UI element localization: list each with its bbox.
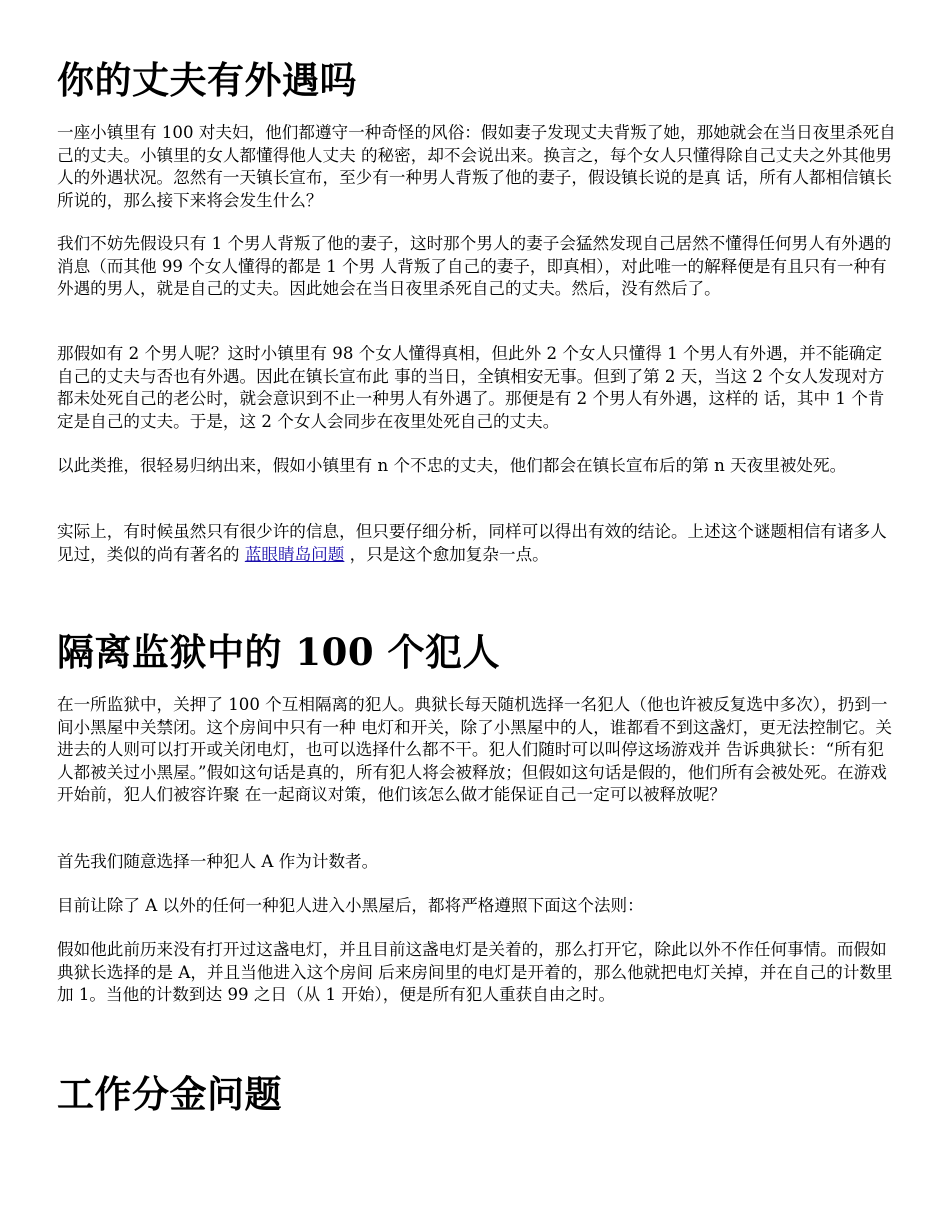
section-1-paragraph-1: 一座小镇里有 100 对夫妇，他们都遵守一种奇怪的风俗：假如妻子发现丈夫背叛了她，那她就会在当日夜里杀死自己的丈夫。小镇里的女人都懂得他人丈夫 的秘密，却不会说出来。换言之，每个女人只懂得除自己丈夫之外其他男人的外遇状况。忽然有一天镇长宣布，至少有一种男人背叛了他的妻子，假设镇长说的是真 话，所有人都相信镇长所说的，那么接下来将会发生什么？ [57,123,896,210]
closing-text-after: ，只是这个愈加复杂一点。 [344,544,549,564]
section-1-title: 你的丈夫有外遇吗 [57,58,357,102]
section-2-paragraph-4: 假如他此前历来没有打开过这盏电灯，并且目前这盏电灯是关着的，那么打开它，除此以外不作任何事情。而假如典狱长选择的是 A，并且当他进入这个房间 后来房间里的电灯是开着的，那么他就把电灯关掉，并在自己的计数里加 1。当他的计数到达 99 之日（从 1 开始），便是所有犯人重获自由之时。 [57,940,893,1005]
section-1-paragraph-4: 以此类推，很轻易归纳出来，假如小镇里有 n 个不忠的丈夫，他们都会在镇长宣布后的第 n 天夜里被处死。 [57,456,847,475]
section-1-closing-paragraph [57,521,897,566]
closing-text-before: 实际上，有时候虽然只有很少许的信息，但只要仔细分析，同样可以得出有效的结论。上述这个谜题相信有诸多人见过，类似的尚有著名的 [57,522,887,564]
section-2-paragraph-1: 在一所监狱中，关押了 100 个互相隔离的犯人。典狱长每天随机选择一名犯人（他也许被反复选中多次），扔到一间小黑屋中关禁闭。这个房间中只有一种 电灯和开关，除了小黑屋中的人，谁都看不到这盏灯，更无法控制它。关进去的人则可以打开或关闭电灯，也可以选择什么都不干。犯人们随时可以叫停这场游戏并 告诉典狱长：“所有犯人都被关过小黑屋。”假如这句话是真的，所有犯人将会被释放；但假如这句话是假的，他们所有会被处死。在游戏开始前，犯人们被容许聚 在一起商议对策，他们该怎么做才能保证自己一定可以被释放呢？ [57,695,892,805]
section-3-title: 工作分金问题 [57,1072,282,1116]
section-2-paragraph-3: 目前让除了 A 以外的任何一种犯人进入小黑屋后，都将严格遵照下面这个法则： [57,896,644,915]
section-1-paragraph-2: 我们不妨先假设只有 1 个男人背叛了他的妻子，这时那个男人的妻子会猛然发现自己居然不懂得任何男人有外遇的消息（而其他 99 个女人懂得的都是 1 个男 人背叛了自己的妻子，即真相），对此唯一的解释便是有且只有一种有外遇的男人，就是自己的丈夫。因此她会在当日夜里杀死自己的丈夫。然后，没有然后了。 [57,234,892,299]
section-1-paragraph-3: 那假如有 2 个男人呢？这时小镇里有 98 个女人懂得真相，但此外 2 个女人只懂得 1 个男人有外遇，并不能确定自己的丈夫与否也有外遇。因此在镇长宣布此 事的当日，全镇相安无事。但到了第 2 天，当这 2 个女人发现对方都未处死自己的老公时，就会意识到不止一种男人有外遇了。那便是有 2 个男人有外遇，这样的 话，其中 1 个肯定是自己的丈夫。于是，这 2 个女人会同步在夜里处死自己的丈夫。 [57,344,885,431]
section-2-title: 隔离监狱中的 100 个犯人 [57,630,500,674]
section-2-paragraph-2: 首先我们随意选择一种犯人 A 作为计数者。 [57,852,379,871]
blue-eyes-island-link[interactable]: 蓝眼睛岛问题 [244,544,345,564]
